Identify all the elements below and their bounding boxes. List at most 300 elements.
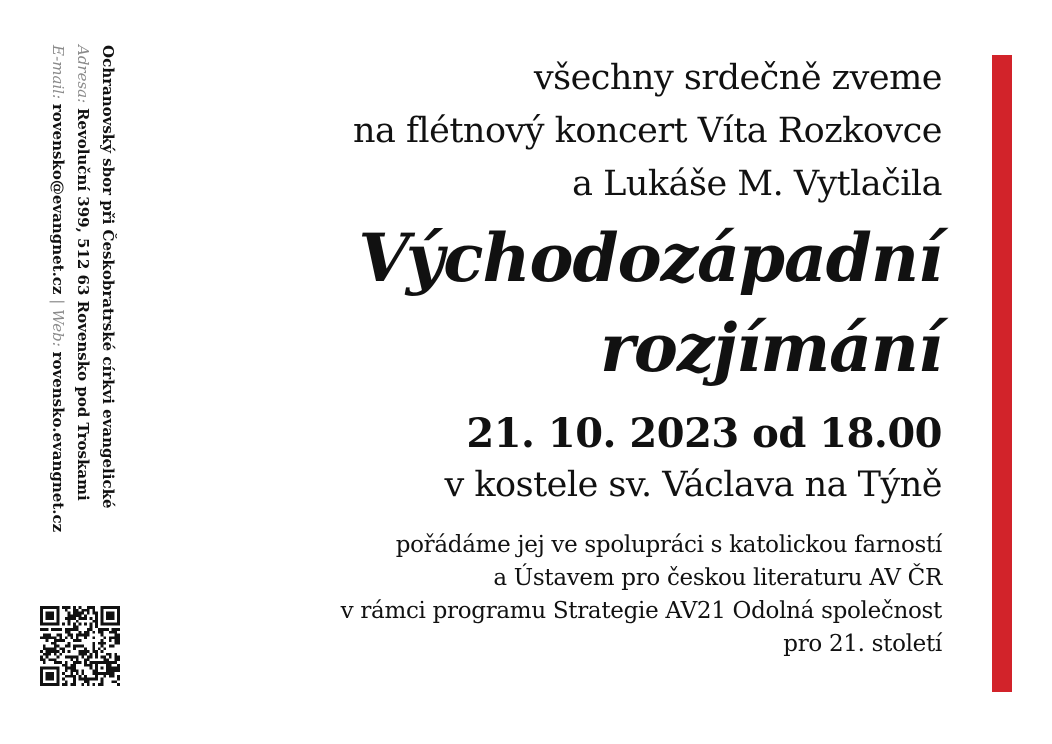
qr-module bbox=[101, 631, 104, 634]
qr-module bbox=[73, 661, 76, 664]
qr-module bbox=[70, 683, 73, 686]
qr-module bbox=[57, 645, 60, 648]
qr-module bbox=[65, 628, 68, 631]
qr-module bbox=[70, 636, 73, 639]
qr-module bbox=[101, 628, 104, 631]
qr-module bbox=[101, 678, 104, 681]
qr-module bbox=[84, 664, 87, 667]
qr-module bbox=[90, 617, 93, 620]
qr-module bbox=[62, 678, 65, 681]
qr-module bbox=[65, 683, 68, 686]
qr-module bbox=[73, 612, 76, 615]
qr-module bbox=[101, 634, 104, 637]
qr-module bbox=[79, 645, 82, 648]
qr-module bbox=[112, 680, 115, 683]
qr-module bbox=[79, 650, 82, 653]
qr-module bbox=[48, 672, 51, 675]
qr-module bbox=[117, 664, 120, 667]
qr-module bbox=[101, 609, 104, 612]
qr-module bbox=[106, 653, 109, 656]
qr-module bbox=[70, 614, 73, 617]
qr-module bbox=[87, 678, 90, 681]
qr-module bbox=[109, 631, 112, 634]
qr-module bbox=[73, 617, 76, 620]
qr-module bbox=[57, 650, 60, 653]
qr-module bbox=[101, 642, 104, 645]
qr-module bbox=[103, 642, 106, 645]
qr-module bbox=[117, 667, 120, 670]
qr-module bbox=[76, 636, 79, 639]
qr-code-icon[interactable] bbox=[40, 606, 120, 686]
qr-module bbox=[54, 653, 57, 656]
qr-module bbox=[48, 647, 51, 650]
qr-module bbox=[54, 647, 57, 650]
qr-module bbox=[112, 667, 115, 670]
qr-module bbox=[76, 634, 79, 637]
qr-module bbox=[106, 667, 109, 670]
qr-module bbox=[40, 628, 43, 631]
qr-module bbox=[43, 645, 46, 648]
qr-module bbox=[70, 634, 73, 637]
qr-module bbox=[106, 672, 109, 675]
qr-module bbox=[76, 661, 79, 664]
qr-module bbox=[46, 653, 49, 656]
qr-module bbox=[46, 623, 49, 626]
qr-module bbox=[57, 620, 60, 623]
qr-module bbox=[54, 667, 57, 670]
qr-module bbox=[101, 683, 104, 686]
qr-module bbox=[57, 675, 60, 678]
qr-module bbox=[117, 683, 120, 686]
qr-module bbox=[57, 669, 60, 672]
qr-module bbox=[46, 675, 49, 678]
qr-module bbox=[73, 639, 76, 642]
qr-module bbox=[109, 612, 112, 615]
web-link[interactable]: rovensko.evangnet.cz bbox=[49, 351, 67, 533]
qr-module bbox=[59, 639, 62, 642]
qr-module bbox=[70, 617, 73, 620]
contact-sidebar bbox=[40, 45, 120, 585]
qr-module bbox=[57, 661, 60, 664]
qr-module bbox=[70, 628, 73, 631]
qr-module bbox=[101, 617, 104, 620]
qr-module bbox=[76, 669, 79, 672]
qr-module bbox=[95, 617, 98, 620]
qr-module bbox=[103, 623, 106, 626]
qr-module bbox=[48, 606, 51, 609]
qr-module bbox=[70, 664, 73, 667]
qr-module bbox=[81, 645, 84, 648]
qr-module bbox=[51, 614, 54, 617]
qr-module bbox=[92, 650, 95, 653]
qr-module bbox=[95, 623, 98, 626]
qr-module bbox=[95, 672, 98, 675]
qr-module bbox=[117, 656, 120, 659]
qr-module bbox=[95, 678, 98, 681]
cooperation-line-4: pro 21. století bbox=[783, 631, 942, 657]
qr-module bbox=[65, 664, 68, 667]
qr-module bbox=[51, 628, 54, 631]
qr-module bbox=[48, 612, 51, 615]
qr-module bbox=[117, 617, 120, 620]
qr-module bbox=[57, 639, 60, 642]
qr-module bbox=[43, 658, 46, 661]
qr-module bbox=[87, 650, 90, 653]
address-value: Revoluční 399, 512 63 Rovensko pod Troskami bbox=[74, 107, 92, 501]
qr-module bbox=[70, 669, 73, 672]
qr-module bbox=[87, 656, 90, 659]
qr-module bbox=[106, 628, 109, 631]
qr-module bbox=[46, 683, 49, 686]
qr-module bbox=[92, 669, 95, 672]
qr-module bbox=[46, 678, 49, 681]
qr-module bbox=[84, 614, 87, 617]
qr-module bbox=[57, 683, 60, 686]
qr-module bbox=[117, 606, 120, 609]
qr-module bbox=[48, 623, 51, 626]
qr-module bbox=[90, 656, 93, 659]
qr-module bbox=[62, 639, 65, 642]
qr-module bbox=[84, 634, 87, 637]
qr-module bbox=[40, 669, 43, 672]
qr-module bbox=[95, 664, 98, 667]
qr-module bbox=[76, 620, 79, 623]
qr-module bbox=[101, 645, 104, 648]
qr-module bbox=[117, 620, 120, 623]
qr-module bbox=[84, 623, 87, 626]
qr-module bbox=[62, 664, 65, 667]
qr-module bbox=[95, 667, 98, 670]
qr-module bbox=[103, 672, 106, 675]
qr-module bbox=[103, 636, 106, 639]
qr-module bbox=[90, 623, 93, 626]
qr-module bbox=[84, 647, 87, 650]
qr-module bbox=[117, 609, 120, 612]
qr-module bbox=[112, 631, 115, 634]
qr-module bbox=[109, 672, 112, 675]
qr-module bbox=[79, 617, 82, 620]
qr-module bbox=[95, 669, 98, 672]
qr-module bbox=[87, 628, 90, 631]
qr-module bbox=[84, 658, 87, 661]
qr-module bbox=[79, 675, 82, 678]
qr-module bbox=[87, 683, 90, 686]
qr-module bbox=[40, 680, 43, 683]
qr-module bbox=[106, 606, 109, 609]
qr-module bbox=[68, 656, 71, 659]
qr-module bbox=[114, 623, 117, 626]
qr-module bbox=[79, 614, 82, 617]
qr-module bbox=[65, 631, 68, 634]
address-label: Adresa: bbox=[74, 45, 92, 104]
qr-module bbox=[112, 675, 115, 678]
qr-module bbox=[57, 667, 60, 670]
qr-module bbox=[57, 612, 60, 615]
qr-module bbox=[68, 617, 71, 620]
qr-module bbox=[103, 606, 106, 609]
qr-module bbox=[65, 656, 68, 659]
invitation-text bbox=[182, 52, 942, 661]
qr-module bbox=[65, 667, 68, 670]
qr-module bbox=[103, 658, 106, 661]
qr-module bbox=[40, 683, 43, 686]
qr-module bbox=[40, 667, 43, 670]
qr-module bbox=[73, 664, 76, 667]
qr-module bbox=[54, 639, 57, 642]
qr-module bbox=[57, 623, 60, 626]
qr-module bbox=[54, 661, 57, 664]
qr-module bbox=[87, 680, 90, 683]
web-label: Web: bbox=[49, 309, 67, 347]
qr-module bbox=[79, 653, 82, 656]
qr-module bbox=[43, 667, 46, 670]
qr-module bbox=[73, 683, 76, 686]
qr-module bbox=[81, 634, 84, 637]
qr-module bbox=[117, 623, 120, 626]
qr-module bbox=[76, 645, 79, 648]
qr-module bbox=[57, 628, 60, 631]
qr-module bbox=[48, 636, 51, 639]
qr-module bbox=[76, 625, 79, 628]
qr-module bbox=[114, 667, 117, 670]
qr-module bbox=[109, 623, 112, 626]
event-date: 21. 10. 2023 od 18.00 bbox=[466, 410, 942, 457]
qr-module bbox=[84, 609, 87, 612]
qr-module bbox=[103, 656, 106, 659]
qr-module bbox=[112, 661, 115, 664]
qr-module bbox=[68, 623, 71, 626]
qr-module bbox=[46, 672, 49, 675]
qr-module bbox=[90, 661, 93, 664]
qr-module bbox=[46, 614, 49, 617]
qr-module bbox=[54, 683, 57, 686]
qr-module bbox=[73, 669, 76, 672]
qr-module bbox=[40, 650, 43, 653]
qr-module bbox=[76, 639, 79, 642]
qr-module bbox=[59, 636, 62, 639]
qr-module bbox=[95, 620, 98, 623]
qr-module bbox=[68, 645, 71, 648]
qr-module bbox=[101, 656, 104, 659]
qr-module bbox=[59, 661, 62, 664]
qr-module bbox=[112, 628, 115, 631]
qr-module bbox=[68, 631, 71, 634]
qr-module bbox=[68, 650, 71, 653]
qr-module bbox=[73, 645, 76, 648]
qr-module bbox=[90, 606, 93, 609]
qr-module bbox=[76, 614, 79, 617]
qr-module bbox=[98, 683, 101, 686]
qr-module bbox=[117, 634, 120, 637]
qr-module bbox=[109, 614, 112, 617]
qr-module bbox=[84, 678, 87, 681]
qr-module bbox=[90, 678, 93, 681]
qr-module bbox=[46, 636, 49, 639]
qr-module bbox=[40, 636, 43, 639]
qr-module bbox=[70, 656, 73, 659]
qr-module bbox=[40, 609, 43, 612]
qr-module bbox=[68, 614, 71, 617]
qr-module bbox=[87, 631, 90, 634]
qr-module bbox=[101, 614, 104, 617]
qr-module bbox=[101, 672, 104, 675]
qr-module bbox=[117, 675, 120, 678]
qr-module bbox=[65, 669, 68, 672]
qr-module bbox=[92, 620, 95, 623]
qr-module bbox=[43, 636, 46, 639]
qr-module bbox=[68, 642, 71, 645]
qr-module bbox=[112, 645, 115, 648]
qr-module bbox=[73, 623, 76, 626]
qr-module bbox=[92, 683, 95, 686]
qr-module bbox=[57, 678, 60, 681]
qr-module bbox=[117, 636, 120, 639]
qr-module bbox=[51, 617, 54, 620]
qr-module bbox=[54, 650, 57, 653]
qr-module bbox=[95, 625, 98, 628]
qr-module bbox=[112, 614, 115, 617]
qr-module bbox=[40, 656, 43, 659]
qr-module bbox=[54, 658, 57, 661]
qr-module bbox=[43, 653, 46, 656]
qr-module bbox=[101, 623, 104, 626]
qr-module bbox=[48, 614, 51, 617]
qr-module bbox=[59, 634, 62, 637]
qr-module bbox=[92, 642, 95, 645]
intro-line-3: a Lukáše M. Vytlačila bbox=[572, 164, 942, 204]
qr-module bbox=[81, 650, 84, 653]
qr-module bbox=[79, 634, 82, 637]
qr-module bbox=[51, 667, 54, 670]
qr-module bbox=[73, 647, 76, 650]
qr-module bbox=[109, 669, 112, 672]
qr-module bbox=[109, 661, 112, 664]
qr-module bbox=[51, 642, 54, 645]
qr-module bbox=[46, 617, 49, 620]
qr-module bbox=[40, 678, 43, 681]
qr-module bbox=[40, 620, 43, 623]
qr-module bbox=[84, 675, 87, 678]
qr-module bbox=[57, 672, 60, 675]
qr-module bbox=[112, 636, 115, 639]
qr-module bbox=[76, 656, 79, 659]
qr-module bbox=[54, 642, 57, 645]
qr-module bbox=[51, 612, 54, 615]
qr-module bbox=[46, 634, 49, 637]
qr-module bbox=[101, 639, 104, 642]
qr-module bbox=[46, 612, 49, 615]
qr-module bbox=[81, 617, 84, 620]
qr-module bbox=[54, 623, 57, 626]
qr-module bbox=[62, 650, 65, 653]
qr-module bbox=[68, 667, 71, 670]
qr-module bbox=[95, 656, 98, 659]
qr-module bbox=[90, 628, 93, 631]
qr-module bbox=[101, 661, 104, 664]
qr-module bbox=[62, 683, 65, 686]
qr-module bbox=[109, 675, 112, 678]
qr-module bbox=[79, 678, 82, 681]
qr-module bbox=[73, 656, 76, 659]
qr-module bbox=[59, 647, 62, 650]
qr-module bbox=[106, 664, 109, 667]
qr-module bbox=[76, 609, 79, 612]
qr-module bbox=[54, 628, 57, 631]
qr-module bbox=[70, 667, 73, 670]
qr-module bbox=[79, 631, 82, 634]
qr-module bbox=[48, 658, 51, 661]
qr-module bbox=[117, 639, 120, 642]
qr-module bbox=[48, 675, 51, 678]
qr-module bbox=[106, 658, 109, 661]
concert-title bbox=[182, 213, 942, 393]
qr-module bbox=[101, 680, 104, 683]
qr-module bbox=[65, 636, 68, 639]
email-link[interactable]: rovensko@evangnet.cz bbox=[49, 103, 67, 295]
qr-module bbox=[114, 680, 117, 683]
qr-module bbox=[68, 612, 71, 615]
qr-module bbox=[87, 612, 90, 615]
qr-module bbox=[114, 656, 117, 659]
qr-module bbox=[76, 628, 79, 631]
qr-module bbox=[114, 658, 117, 661]
qr-module bbox=[51, 658, 54, 661]
qr-module bbox=[87, 609, 90, 612]
qr-module bbox=[48, 667, 51, 670]
qr-module bbox=[43, 623, 46, 626]
qr-module bbox=[51, 606, 54, 609]
qr-module bbox=[70, 658, 73, 661]
qr-module bbox=[117, 658, 120, 661]
qr-module bbox=[46, 656, 49, 659]
qr-module bbox=[106, 612, 109, 615]
qr-module bbox=[117, 678, 120, 681]
qr-module bbox=[92, 612, 95, 615]
qr-module bbox=[40, 623, 43, 626]
qr-module bbox=[98, 628, 101, 631]
qr-module bbox=[62, 647, 65, 650]
qr-module bbox=[51, 623, 54, 626]
qr-module bbox=[92, 636, 95, 639]
qr-module bbox=[109, 656, 112, 659]
qr-module bbox=[68, 675, 71, 678]
qr-module bbox=[57, 656, 60, 659]
qr-module bbox=[117, 669, 120, 672]
qr-module bbox=[87, 664, 90, 667]
qr-module bbox=[65, 609, 68, 612]
qr-module bbox=[43, 683, 46, 686]
qr-module bbox=[95, 614, 98, 617]
qr-module bbox=[70, 675, 73, 678]
qr-module bbox=[51, 678, 54, 681]
cooperation-line-2: a Ústavem pro českou literaturu AV ČR bbox=[493, 565, 942, 591]
qr-module bbox=[40, 614, 43, 617]
qr-module bbox=[87, 658, 90, 661]
qr-module bbox=[101, 606, 104, 609]
qr-module bbox=[114, 669, 117, 672]
qr-module bbox=[65, 680, 68, 683]
qr-module bbox=[43, 634, 46, 637]
qr-module bbox=[51, 636, 54, 639]
qr-module bbox=[65, 661, 68, 664]
qr-module bbox=[43, 606, 46, 609]
qr-module bbox=[81, 653, 84, 656]
qr-module bbox=[73, 675, 76, 678]
qr-module bbox=[114, 639, 117, 642]
cooperation-line-3: v rámci programu Strategie AV21 Odolná společnost bbox=[340, 598, 942, 624]
qr-module bbox=[48, 617, 51, 620]
qr-module bbox=[43, 628, 46, 631]
